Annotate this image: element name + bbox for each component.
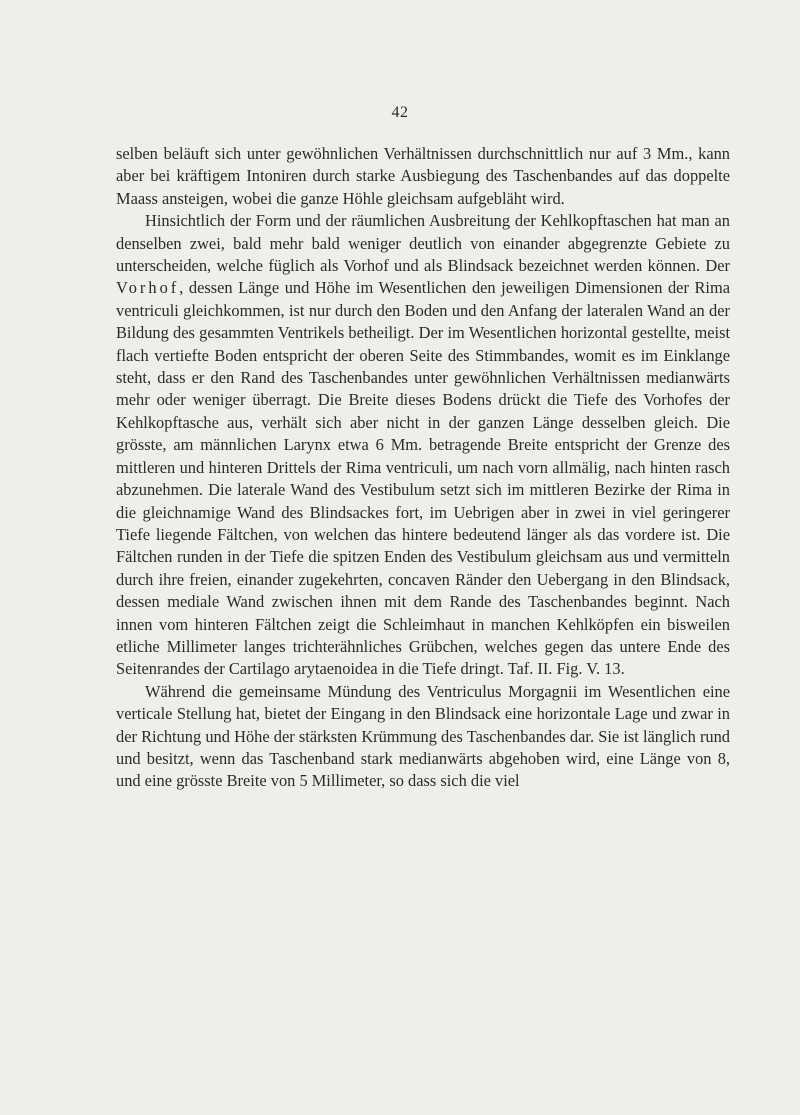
paragraph-common-opening: Während die gemeinsame Mündung des Ventriculus Morgagnii im Wesentlichen eine verticale Stellung hat, bietet der Eingang in den Blindsack eine horizontale Lage und zwar in der Richtung und Höhe der stärksten Krümmung des Taschenbandes dar. Sie ist länglich rund und besitzt, wenn das Taschenband stark medianwärts abgehoben wird, eine Länge von 8, und eine grösste Breite von 5 Millimeter, so dass sich die viel — [116, 681, 730, 791]
paragraph-text-after: , dessen Länge und Höhe im Wesentlichen den jeweiligen Dimensionen der Rima ventriculi gleichkommen, ist nur durch den Boden und den Anfang der lateralen Wand an der Bildung des gesammten Ventrikels betheiligt. Der im Wesentlichen horizontal gestellte, meist flach vertiefte Boden entspricht der oberen Seite des Stimmbandes, womit es im Einklange steht, dass er den Rand des Taschenbandes unter gewöhnlichen Verhältnissen medianwärts mehr oder weniger überragt. Die Breite dieses Bodens drückt die Tiefe des Vorhofes der Kehlkopftasche aus, verhält sich aber nicht in der ganzen Länge desselben gleich. Die grösste, am männlichen Larynx etwa 6 Mm. betragende Breite entspricht der Grenze des mittleren und hinteren Drittels der Rima ventriculi, um nach vorn allmälig, nach hinten rasch abzunehmen. Die laterale Wand des Vestibulum setzt sich im mittleren Bezirke der Rima in die gleichnamige Wand des Blindsackes fort, im Uebrigen aber in zwei in viel geringerer Tiefe liegende Fältchen, von welchen das hintere bedeutend länger als das vordere ist. Die Fältchen runden in der Tiefe die spitzen Enden des Vestibulum gleichsam aus und vermitteln durch ihre freien, einander zugekehrten, concaven Ränder den Uebergang in den Blindsack, dessen mediale Wand zwischen ihnen mit dem Rande des Taschenbandes beginnt. Nach innen vom hinteren Fältchen zeigt die Schleimhaut in manchen Kehlköpfen ein bisweilen etliche Millimeter langes trichterähnliches Grübchen, welches gegen das untere Ende des Seitenrandes der Cartilago arytaenoidea in die Tiefe dringt. Taf. II. Fig. V. 13. — [116, 278, 730, 679]
emphasized-term: Vorhof — [116, 278, 180, 298]
page-number: 42 — [391, 104, 409, 121]
paragraph-text-before: Hinsichtlich der Form und der räumlichen Ausbreitung der Kehlkopftaschen hat man an denselben zwei, bald mehr bald weniger deutlich von einander abgegrenzte Gebiete zu unterscheiden, welche füglich als Vorhof und als Blindsack bezeichnet werden können. Der — [116, 211, 730, 276]
body-text — [116, 143, 730, 793]
paragraph-form-and-extent — [116, 210, 730, 681]
paragraph-continuation: selben beläuft sich unter gewöhnlichen Verhältnissen durchschnittlich nur auf 3 Mm., kann aber bei kräftigem Intoniren durch starke Ausbiegung des Taschenbandes auf das doppelte Maass ansteigen, wobei die ganze Höhle gleichsam aufgebläht wird. — [116, 144, 730, 208]
